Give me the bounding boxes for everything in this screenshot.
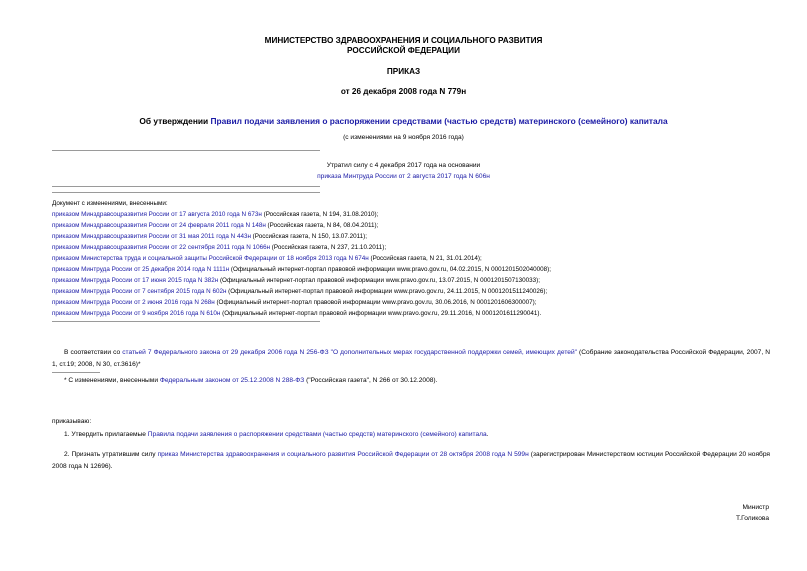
changes-intro: Документ с изменениями, внесенными: [52, 200, 168, 207]
divider [52, 192, 320, 193]
divider [52, 186, 320, 187]
amendment-source: (Российская газета, N 84, 08.04.2011); [265, 222, 379, 229]
order-item-1 [64, 431, 488, 438]
amendment-link[interactable]: приказом Минздравсоцразвития России от 17 августа 2010 года N 673н [52, 211, 262, 218]
amendment-link[interactable]: приказом Минтруда России от 2 июня 2016 года N 268н [52, 299, 215, 306]
amendment-source: (Российская газета, N 150, 13.07.2011); [250, 233, 367, 240]
doc-title-prefix: Об утверждении [139, 116, 211, 126]
divider [52, 321, 320, 322]
repeal-order-link[interactable]: приказа Минтруда России от 2 августа 2017 года N 606н [317, 173, 490, 180]
doc-type: ПРИКАЗ [386, 67, 421, 76]
footnote [64, 377, 437, 384]
rules-title-link[interactable]: Правил подачи заявления о распоряжении средствами (частью средств) материнского (семейного) капитала [210, 116, 668, 126]
amendment-link[interactable]: приказом Минтруда России от 7 сентября 2015 года N 602н [52, 288, 227, 295]
signature-name: Т.Голикова [735, 515, 769, 522]
list-item [52, 253, 551, 264]
list-item [52, 209, 551, 220]
footnote-law-link[interactable]: Федеральным законом от 25.12.2008 N 288-ФЗ [159, 377, 305, 384]
amendment-source: (Официальный интернет-портал правовой информации www.pravo.gov.ru, 30.06.2016, N 0001201606300007); [214, 299, 537, 306]
divider [52, 150, 320, 151]
status-line: Утратил силу с 4 декабря 2017 года на основании [326, 162, 481, 169]
list-item [52, 242, 551, 253]
order-intro: приказываю: [52, 418, 92, 425]
order-item-2 [52, 449, 770, 472]
order-item-text: . [486, 431, 489, 438]
order-item-text: (зарегистрирован Министерством юстиции Российской Федерации 20 ноября 2008 года N 12696). [52, 451, 770, 470]
list-item [52, 286, 551, 297]
amendment-link[interactable]: приказом Минздравсоцразвития России от 22 сентября 2011 года N 1066н [52, 244, 271, 251]
signature-role: Министр [742, 504, 769, 511]
ministry-name-line1: МИНИСТЕРСТВО ЗДРАВООХРАНЕНИЯ И СОЦИАЛЬНОГО РАЗВИТИЯ [264, 36, 543, 45]
doc-date-number: от 26 декабря 2008 года N 779н [340, 87, 467, 96]
list-item [52, 264, 551, 275]
preamble-text: (Собрание законодательства Российской Федерации, 2007, N 1, ст.19; 2008, N 30, ст.3616)* [52, 349, 770, 368]
amendment-source: (Российская газета, N 194, 31.08.2010); [261, 211, 379, 218]
amendment-link[interactable]: приказом Минтруда России от 9 ноября 2016 года N 610н [52, 310, 221, 317]
amendment-link[interactable]: приказом Министерства труда и социальной защиты Российской Федерации от 18 ноября 2013 года N 674н [52, 255, 369, 262]
federal-law-link[interactable]: статьей 7 Федерального закона от 29 декабря 2006 года N 256-ФЗ "О дополнительных мерах государственной поддержки семей, имеющих детей" [122, 349, 577, 356]
changes-list [52, 209, 551, 319]
amendment-source: (Официальный интернет-портал правовой информации www.pravo.gov.ru, 13.07.2015, N 0001201507130033); [218, 277, 540, 284]
list-item [52, 308, 551, 319]
list-item [52, 275, 551, 286]
amendment-source: (Российская газета, N 21, 31.01.2014); [368, 255, 482, 262]
amendment-note: (с изменениями на 9 ноября 2016 года) [343, 134, 464, 141]
list-item [52, 231, 551, 242]
footnote-divider [52, 372, 100, 373]
preamble-text: В соответствии со [64, 349, 123, 356]
doc-title [0, 116, 807, 126]
amendment-source: (Официальный интернет-портал правовой информации www.pravo.gov.ru, 29.11.2016, N 0001201611290041). [220, 310, 542, 317]
amendment-link[interactable]: приказом Минтруда России от 17 июня 2015 года N 382н [52, 277, 219, 284]
amendment-source: (Официальный интернет-портал правовой информации www.pravo.gov.ru, 24.11.2015, N 0001201511240026); [226, 288, 548, 295]
order-item-text: 2. Признать утратившим силу [64, 451, 158, 458]
preamble-paragraph [52, 347, 770, 370]
rules-link[interactable]: Правила подачи заявления о распоряжении средствами (частью средств) материнского (семейного) капитала [147, 431, 487, 438]
amendment-link[interactable]: приказом Минтруда России от 25 декабря 2014 года N 1111н [52, 266, 230, 273]
list-item [52, 220, 551, 231]
ministry-name-line2: РОССИЙСКОЙ ФЕДЕРАЦИИ [347, 46, 460, 55]
repealed-order-link[interactable]: приказ Министерства здравоохранения и социального развития Российской Федерации от 28 октября 2008 года N 599н [157, 451, 529, 458]
order-item-text: 1. Утвердить прилагаемые [64, 431, 148, 438]
amendment-source: (Российская газета, N 237, 21.10.2011); [270, 244, 387, 251]
footnote-text: * С изменениями, внесенными [64, 377, 160, 384]
footnote-text: ("Российская газета", N 266 от 30.12.2008). [304, 377, 438, 384]
amendment-link[interactable]: приказом Минздравсоцразвития России от 31 мая 2011 года N 443н [52, 233, 251, 240]
list-item [52, 297, 551, 308]
amendment-source: (Официальный интернет-портал правовой информации www.pravo.gov.ru, 04.02.2015, N 0001201502040008); [229, 266, 551, 273]
amendment-link[interactable]: приказом Минздравсоцразвития России от 24 февраля 2011 года N 148н [52, 222, 266, 229]
